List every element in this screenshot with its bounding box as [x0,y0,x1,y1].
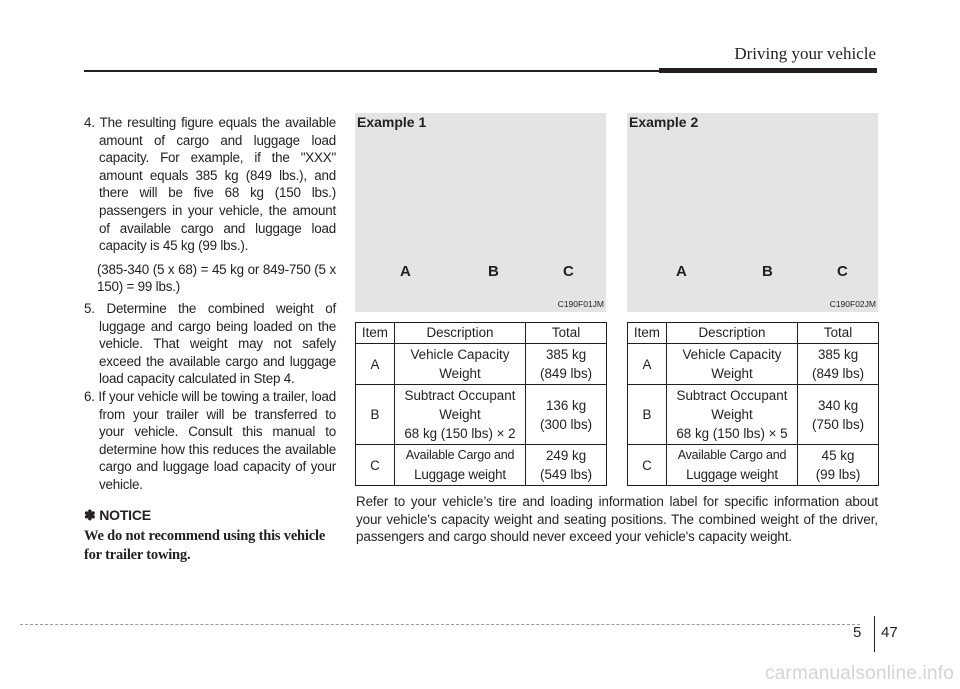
page-number-divider [874,616,875,652]
row-item: B [356,385,395,445]
row-description [394,445,525,486]
total-value: 385 kg [545,347,587,362]
label-c: C [837,263,848,280]
row-total [526,445,607,486]
description-line: Weight [711,407,753,422]
total-value: 45 kg [821,448,855,463]
description-line: Luggage weight [686,467,778,482]
example-1-title: Example 1 [357,114,427,130]
header-total: Total [526,323,607,344]
calculation-text: (385-340 (5 x 68) = 45 kg or 849-750 (5 x 150) = 99 lbs.) [97,261,336,295]
row-item: A [356,344,395,385]
example-2-figure [627,113,878,312]
total-value: (750 lbs) [812,416,865,432]
description-line: 68 kg (150 lbs) × 2 [404,426,516,441]
total-value: 249 kg [545,448,587,463]
label-b: B [762,263,773,280]
total-value: (849 lbs) [540,366,593,381]
label-a: A [676,263,687,280]
total-value: (99 lbs) [815,467,861,482]
notice-text: We do not recommend using this vehicle for trailer towing. [84,528,326,564]
row-description [394,385,525,445]
header-total: Total [798,323,879,344]
table-row [356,445,607,486]
table-row [628,344,879,385]
header-rule [84,70,659,72]
description-line: Subtract Occupant [404,388,516,403]
row-description [666,344,797,385]
row-item: C [356,445,395,486]
description-line: Vehicle Capacity [682,347,782,362]
label-a: A [400,263,411,280]
row-total [798,385,879,445]
row-item: C [628,445,667,486]
table-row [628,445,879,486]
total-value: 385 kg [817,347,859,362]
label-reference-text: Refer to your vehicle’s tire and loading information label for specific information about your vehicle's capacity weight and seating positions. The combined weight of the driver, passengers and cargo should never exceed your vehicle's capacity weight. [356,494,878,545]
page-number: 47 [881,624,898,641]
description-line: Luggage weight [414,467,506,482]
description-line: Weight [711,366,753,381]
figure-code: C190F01JM [557,299,604,309]
description-line: Vehicle Capacity [410,347,510,362]
total-value: 136 kg [545,397,587,413]
watermark: carmanualsonline.info [764,663,954,684]
figure-code: C190F02JM [829,299,876,309]
header-description: Description [666,323,797,344]
step-6-text: 6. If your vehicle will be towing a trailer, load from your trailer will be transferred to your vehicle. Consult this manual to determine how this reduces the available cargo and luggage load capacity of your vehicle. [84,388,336,492]
total-value: (300 lbs) [540,416,593,432]
row-item: B [628,385,667,445]
description-line: Available Cargo and [677,448,787,462]
table-row [628,385,879,445]
row-total [798,445,879,486]
label-b: B [488,263,499,280]
chapter-number: 5 [853,624,862,641]
row-item: A [628,344,667,385]
step-5-text: 5. Determine the combined weight of luggage and cargo being loaded on the vehicle. That weight may not safely exceed the available cargo and luggage load capacity calculated in Step 4. [84,300,336,387]
label-c: C [563,263,574,280]
table-row [356,344,607,385]
total-value: (549 lbs) [540,467,593,482]
table-header-row [356,323,607,344]
step-4-text: 4. The resulting figure equals the available amount of cargo and luggage load capacity. For example, if the "XXX" amount equals 385 kg (849 lbs.), and there will be five 68 kg (150 lbs.) passengers in your vehicle, the amount of available cargo and luggage load capacity is 45 kg (99 lbs.). [84,115,336,254]
table-row [356,385,607,445]
description-line: Subtract Occupant [676,388,788,403]
total-value: 340 kg [817,397,859,413]
header-rule-accent [659,68,877,73]
header-item: Item [628,323,667,344]
table-header-row [628,323,879,344]
example-1-figure [355,113,606,312]
left-column [84,114,336,565]
notice-title: ✽ NOTICE [84,507,151,524]
row-total [798,344,879,385]
header-item: Item [356,323,395,344]
example-1-table [355,322,607,486]
section-title: Driving your vehicle [734,44,876,63]
example-2-title: Example 2 [629,114,699,130]
description-line: Weight [439,366,481,381]
header-description: Description [394,323,525,344]
example-2-table [627,322,879,486]
row-description [394,344,525,385]
total-value: (849 lbs) [812,366,865,381]
description-line: 68 kg (150 lbs) × 5 [676,426,788,441]
description-line: Available Cargo and [405,448,515,462]
row-total [526,385,607,445]
footer-rule [20,624,860,625]
row-description [666,445,797,486]
description-line: Weight [439,407,481,422]
row-description [666,385,797,445]
row-total [526,344,607,385]
